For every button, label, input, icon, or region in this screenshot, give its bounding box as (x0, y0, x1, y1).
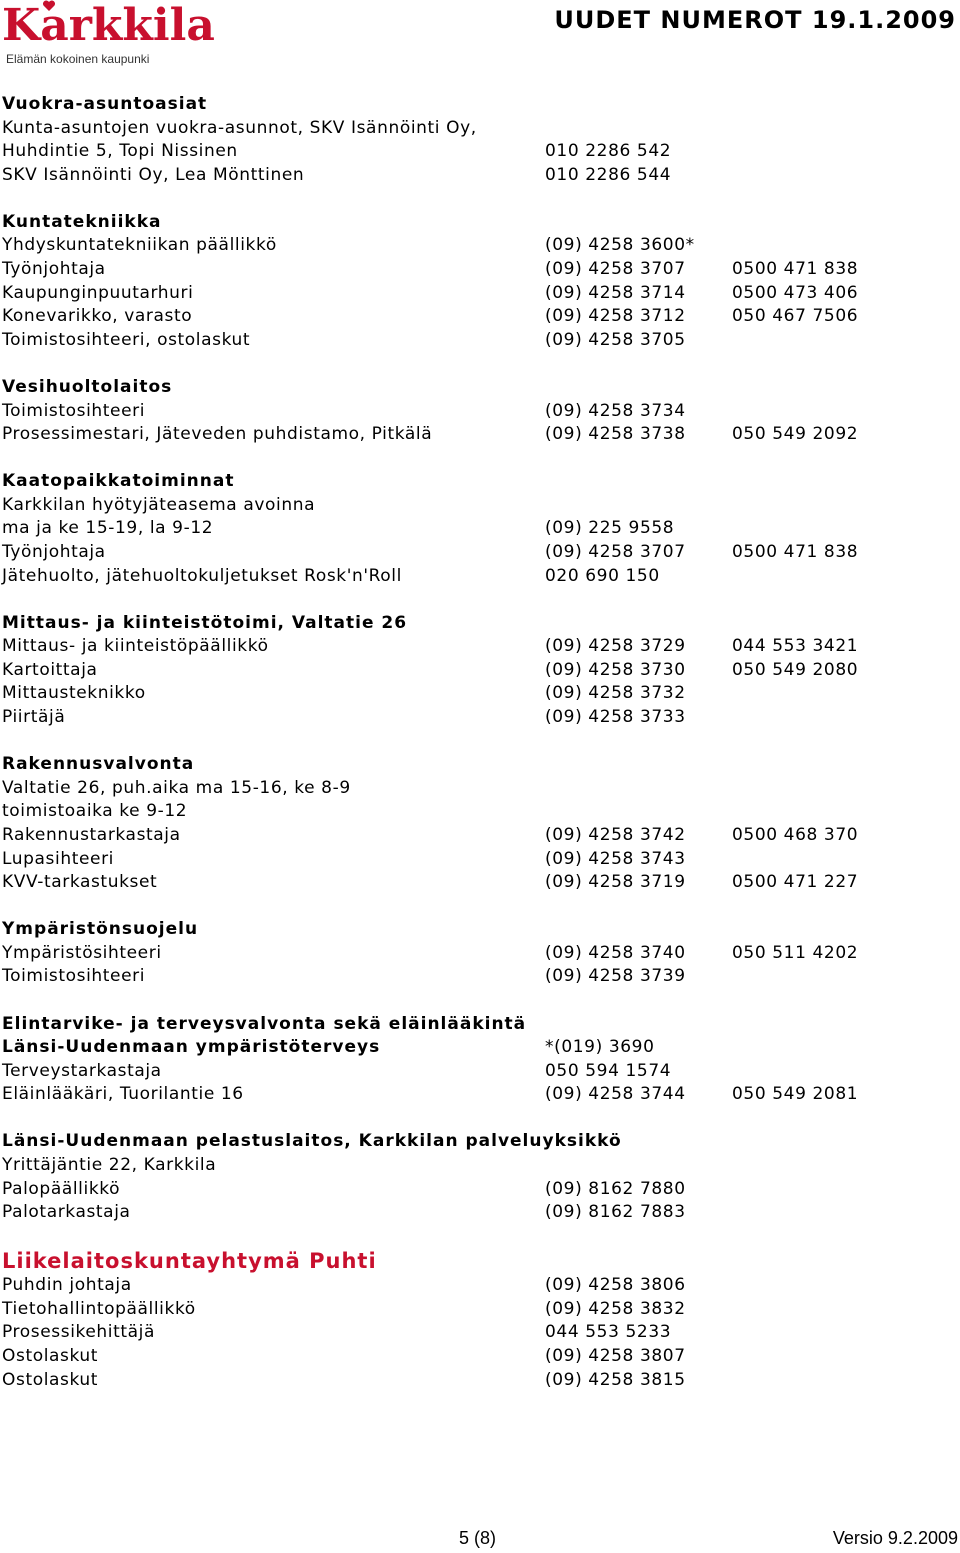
contact-label: Eläinlääkäri, Tuorilantie 16 (2, 1084, 244, 1105)
phone-number: (09) 4258 3832 (545, 1298, 686, 1319)
contact-row (2, 117, 952, 141)
contact-row (2, 1321, 952, 1345)
contact-row (2, 824, 952, 848)
contact-label: Huhdintie 5, Topi Nissinen (2, 141, 238, 162)
phone-number: 044 553 5233 (545, 1322, 672, 1343)
contact-row (2, 800, 952, 824)
contact-row (2, 400, 952, 424)
contact-label: Prosessimestari, Jäteveden puhdistamo, Pitkälä (2, 424, 433, 445)
contact-row (2, 1369, 952, 1393)
contact-label: Kartoittaja (2, 659, 98, 680)
phone-number: (09) 4258 3732 (545, 683, 686, 704)
contact-label: Yhdyskuntatekniikan päällikkö (2, 235, 277, 256)
phone-number: (09) 4258 3719 (545, 872, 686, 893)
phone-number: (09) 4258 3738 (545, 424, 686, 445)
contact-row (2, 965, 952, 989)
contact-label: Jätehuolto, jätehuoltokuljetukset Rosk'n'Roll (2, 565, 402, 586)
phone-number: (09) 8162 7883 (545, 1202, 686, 1223)
logo-tagline: Elämän kokoinen kaupunki (6, 52, 150, 66)
contact-label: Kaupunginpuutarhuri (2, 282, 194, 303)
phone-number: 020 690 150 (545, 565, 660, 586)
phone-number: (09) 4258 3729 (545, 636, 686, 657)
contact-label: Rakennustarkastaja (2, 824, 181, 845)
phone-number: (09) 8162 7880 (545, 1178, 686, 1199)
section-heading: Liikelaitoskuntayhtymä Puhti (2, 1249, 377, 1274)
contact-row (2, 1036, 952, 1060)
phone-number: (09) 4258 3742 (545, 824, 686, 845)
contact-label: Työnjohtaja (2, 542, 106, 562)
mobile-number: 044 553 3421 (732, 636, 859, 657)
section-heading: Elintarvike- ja terveysvalvonta sekä eläinlääkintä (2, 1013, 527, 1034)
phone-number: 050 594 1574 (545, 1060, 672, 1081)
contact-label: Terveystarkastaja (2, 1060, 162, 1081)
page-title: UUDET NUMEROT 19.1.2009 (554, 6, 956, 34)
karkkila-logo (0, 0, 215, 70)
mobile-number: 0500 468 370 (732, 824, 859, 845)
contact-label: Toimistosihteeri (2, 400, 146, 421)
phone-number: (09) 4258 3740 (545, 942, 686, 963)
contact-label: Tietohallintopäällikkö (2, 1298, 196, 1319)
phone-number: (09) 4258 3734 (545, 400, 686, 421)
phone-number: (09) 4258 3806 (545, 1275, 686, 1296)
section-heading: Vuokra-asuntoasiat (2, 94, 208, 114)
contact-row (2, 282, 952, 306)
phone-number: 010 2286 544 (545, 164, 672, 185)
phone-number: (09) 4258 3707 (545, 259, 686, 280)
contact-label: Mittausteknikko (2, 683, 146, 704)
directory-section (2, 93, 952, 187)
contact-row (2, 848, 952, 872)
phone-number: (09) 4258 3705 (545, 329, 686, 350)
contact-label: ma ja ke 15-19, la 9-12 (2, 518, 214, 539)
contact-row (2, 140, 952, 164)
contact-label: Lupasihteeri (2, 848, 115, 869)
phone-number: (09) 4258 3730 (545, 659, 686, 680)
mobile-number: 050 549 2092 (732, 424, 859, 445)
directory-section (2, 1013, 952, 1107)
contact-row (2, 517, 952, 541)
contact-row (2, 1298, 952, 1322)
contact-row (2, 706, 952, 730)
directory-section (2, 1130, 952, 1224)
contact-row (2, 1345, 952, 1369)
directory-document (2, 93, 952, 1416)
section-heading: Rakennusvalvonta (2, 754, 195, 775)
contact-row (2, 1178, 952, 1202)
contact-row (2, 1201, 952, 1225)
directory-section (2, 470, 952, 588)
section-heading: Länsi-Uudenmaan pelastuslaitos, Karkkilan palveluyksikkö (2, 1131, 622, 1152)
contact-label: Länsi-Uudenmaan ympäristöterveys (2, 1037, 381, 1058)
directory-section (2, 753, 952, 895)
contact-row (2, 682, 952, 706)
section-heading: Kuntatekniikka (2, 211, 162, 232)
phone-number: (09) 225 9558 (545, 518, 675, 539)
page-number: 5 (8) (459, 1528, 497, 1548)
directory-section (2, 612, 952, 730)
phone-number: (09) 4258 3743 (545, 848, 686, 869)
contact-row (2, 305, 952, 329)
phone-number: (09) 4258 3600* (545, 235, 695, 256)
contact-label: Karkkilan hyötyjäteasema avoinna (2, 494, 316, 515)
contact-label: Puhdin johtaja (2, 1275, 132, 1296)
mobile-number: 050 549 2080 (732, 659, 859, 680)
contact-row (2, 234, 952, 258)
directory-section (2, 918, 952, 989)
mobile-number: 050 467 7506 (732, 306, 859, 327)
contact-row (2, 541, 952, 565)
contact-row (2, 494, 952, 518)
contact-label: toimistoaika ke 9-12 (2, 801, 188, 822)
phone-number: (09) 4258 3714 (545, 282, 686, 303)
contact-label: Mittaus- ja kiinteistöpäällikkö (2, 636, 269, 657)
contact-row (2, 329, 952, 353)
phone-number: (09) 4258 3733 (545, 707, 686, 728)
contact-row (2, 565, 952, 589)
contact-label: Kunta-asuntojen vuokra-asunnot, SKV Isännöinti Oy, (2, 117, 477, 138)
directory-section (2, 376, 952, 447)
contact-row (2, 258, 952, 282)
contact-label: KVV-tarkastukset (2, 872, 158, 893)
version-label: Versio 9.2.2009 (832, 1528, 958, 1548)
directory-section (2, 1248, 952, 1392)
section-heading: Kaatopaikkatoiminnat (2, 471, 235, 492)
section-heading: Mittaus- ja kiinteistötoimi, Valtatie 26 (2, 612, 408, 633)
phone-number: (09) 4258 3739 (545, 966, 686, 987)
contact-row (2, 1154, 952, 1178)
phone-number: (09) 4258 3744 (545, 1084, 686, 1105)
contact-label: Ostolaskut (2, 1346, 99, 1367)
contact-row (2, 1060, 952, 1084)
phone-number: (09) 4258 3815 (545, 1369, 686, 1390)
contact-row (2, 659, 952, 683)
contact-label: Yrittäjäntie 22, Karkkila (2, 1154, 217, 1175)
contact-row (2, 942, 952, 966)
mobile-number: 0500 471 838 (732, 542, 859, 562)
contact-label: Ympäristösihteeri (2, 942, 162, 963)
contact-row (2, 423, 952, 447)
section-heading: Ympäristönsuojelu (2, 919, 199, 940)
phone-number: (09) 4258 3807 (545, 1346, 686, 1367)
mobile-number: 0500 471 838 (732, 259, 859, 280)
contact-row (2, 871, 952, 895)
contact-label: Konevarikko, varasto (2, 306, 193, 327)
contact-row (2, 635, 952, 659)
directory-section (2, 211, 952, 353)
phone-number: 010 2286 542 (545, 141, 672, 162)
contact-label: Työnjohtaja (2, 259, 106, 280)
contact-label: Palotarkastaja (2, 1202, 131, 1223)
section-heading: Vesihuoltolaitos (2, 376, 173, 397)
mobile-number: 0500 471 227 (732, 872, 859, 893)
contact-row (2, 1083, 952, 1107)
contact-row (2, 1274, 952, 1298)
logo-wordmark: Karkkila (2, 0, 215, 51)
contact-label: Toimistosihteeri (2, 966, 146, 987)
mobile-number: 050 511 4202 (732, 942, 859, 963)
contact-row (2, 164, 952, 188)
contact-label: Valtatie 26, puh.aika ma 15-16, ke 8-9 (2, 777, 351, 798)
contact-label: Toimistosihteeri, ostolaskut (2, 329, 251, 350)
contact-row (2, 777, 952, 801)
mobile-number: 0500 473 406 (732, 282, 859, 303)
phone-number: *(019) 3690 (545, 1037, 655, 1058)
phone-number: (09) 4258 3712 (545, 306, 686, 327)
phone-number: (09) 4258 3707 (545, 542, 686, 562)
contact-label: SKV Isännöinti Oy, Lea Mönttinen (2, 164, 305, 185)
mobile-number: 050 549 2081 (732, 1084, 859, 1105)
contact-label: Palopäällikkö (2, 1178, 121, 1199)
contact-label: Piirtäjä (2, 707, 66, 728)
contact-label: Ostolaskut (2, 1369, 99, 1390)
contact-label: Prosessikehittäjä (2, 1322, 156, 1343)
